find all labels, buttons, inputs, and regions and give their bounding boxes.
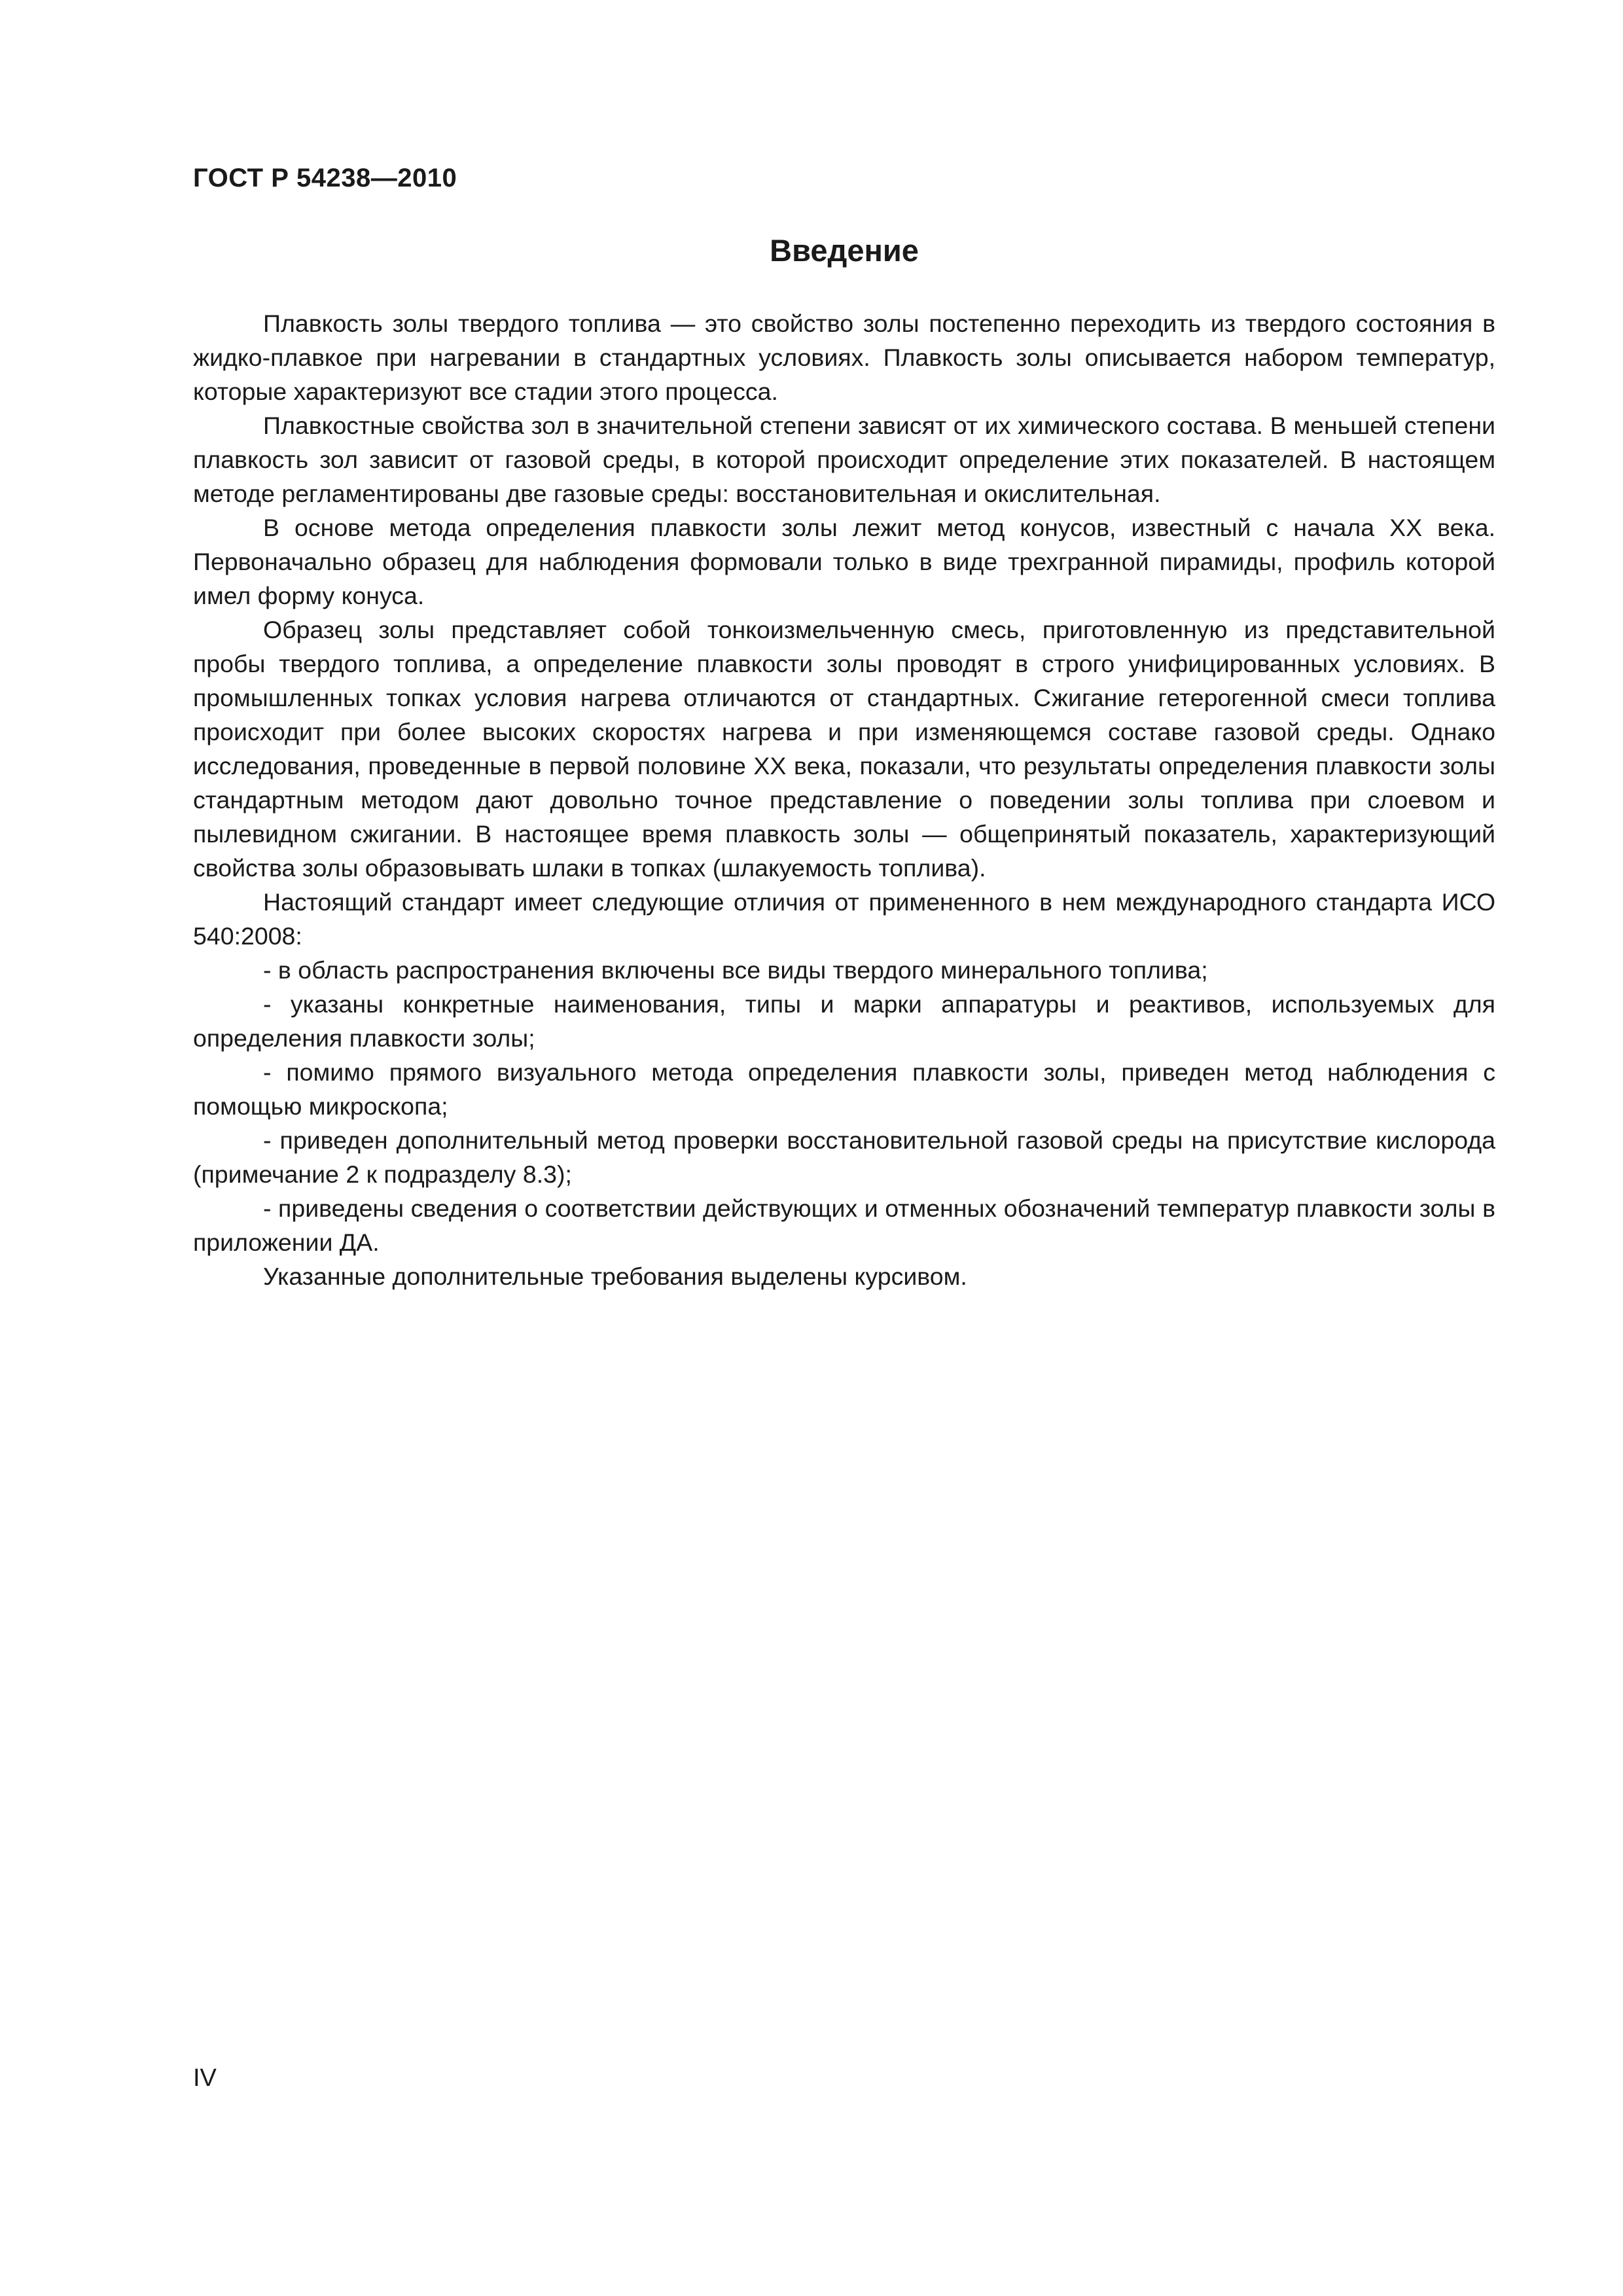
paragraph-closing-note: Указанные дополнительные требования выделены курсивом. — [263, 1263, 967, 1290]
standard-code-header: ГОСТ Р 54238—2010 — [193, 164, 457, 192]
paragraph-fusibility-properties: Плавкостные свойства зол в значительной степени зависят от их химического состава. В меньшей степени плавкость зол зависит от газовой среды, в которой происходит определение этих показателей. В настоящем методе регламентированы две газовые среды: восстановительная и окислительная. — [193, 412, 1495, 507]
body-text — [193, 306, 1495, 1293]
page-number: IV — [193, 2064, 217, 2092]
list-item-difference-apparatus: - указаны конкретные наименования, типы и марки аппаратуры и реактивов, используемых для определения плавкости золы; — [193, 990, 1495, 1052]
paragraph-ash-sample: Образец золы представляет собой тонкоизмельченную смесь, приготовленную из представительной пробы твердого топлива, а определение плавкости золы проводят в строго унифицированных условиях. В промышленных топках условия нагрева отличаются от стандартных. Сжигание гетерогенной смеси топлива происходит при более высоких скоростях нагрева и при изменяющемся составе газовой среды. Однако исследования, проведенные в первой половине XX века, показали, что результаты определения плавкости золы стандартным методом дают довольно точное представление о поведении золы топлива при слоевом и пылевидном сжигании. В настоящее время плавкость золы — общепринятый показатель, характеризующий свойства золы образовывать шлаки в топках (шлакуемость топлива). — [193, 616, 1495, 882]
list-item-difference-annex: - приведены сведения о соответствии действующих и отменных обозначений температур плавкости золы в приложении ДА. — [193, 1194, 1495, 1256]
paragraph-differences-intro: Настоящий стандарт имеет следующие отличия от примененного в нем международного стандарта ИСО 540:2008: — [193, 888, 1495, 950]
list-item-difference-scope: - в область распространения включены все виды твердого минерального топлива; — [263, 956, 1208, 984]
list-item-difference-oxygen-check: - приведен дополнительный метод проверки восстановительной газовой среды на присутствие кислорода (примечание 2 к подразделу 8.3); — [193, 1126, 1495, 1188]
paragraph-cone-method: В основе метода определения плавкости золы лежит метод конусов, известный с начала XX века. Первоначально образец для наблюдения формовали только в виде трехгранной пирамиды, профиль которой имел форму конуса. — [193, 514, 1495, 609]
list-item-difference-microscope: - помимо прямого визуального метода определения плавкости золы, приведен метод наблюдения с помощью микроскопа; — [193, 1058, 1495, 1120]
section-title: Введение — [770, 233, 919, 268]
paragraph-ash-fusibility-definition: Плавкость золы твердого топлива — это свойство золы постепенно переходить из твердого состояния в жидко-плавкое при нагревании в стандартных условиях. Плавкость золы описывается набором температур, которые характеризуют все стадии этого процесса. — [193, 310, 1495, 405]
